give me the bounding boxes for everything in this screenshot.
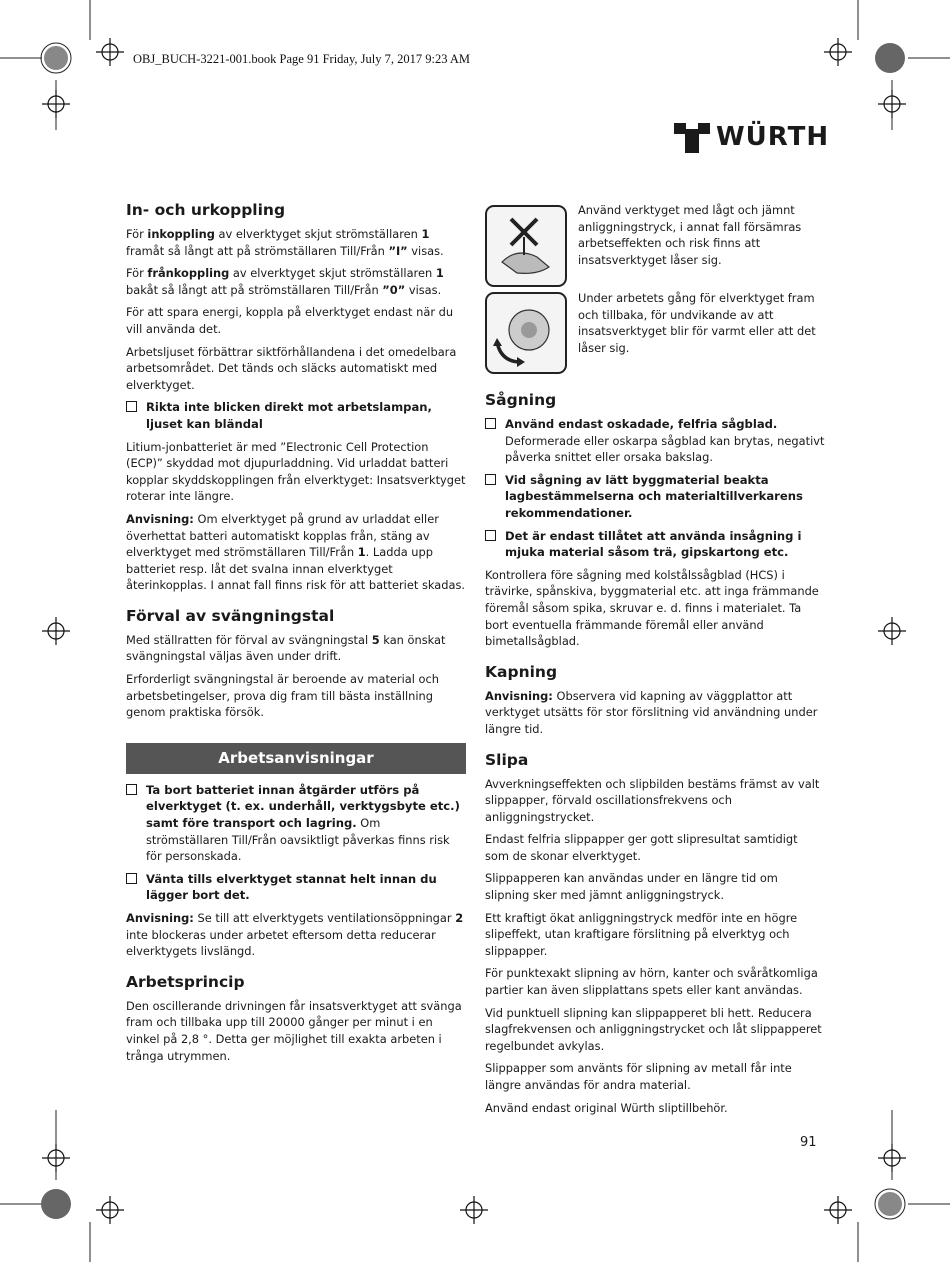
- page-number: 91: [800, 1135, 817, 1150]
- checkbox-icon: [485, 418, 496, 429]
- section-title: Förval av svängningstal: [126, 606, 335, 625]
- note-text: Under arbetets gång för elverktyget fram och tillbaka, för undvikande av att insatsverktyget blir för varmt eller att det låser sig.: [578, 291, 816, 355]
- print-header: OBJ_BUCH-3221-001.book Page 91 Friday, July 7, 2017 9:23 AM: [133, 52, 471, 66]
- paragraph: Anvisning: Om elverktyget på grund av urladdat eller överhettat batteri automatiskt kopplas från, stäng av elverktyget med strömställaren Till/Från 1. Ladda upp batteriet resp. låt det svalna innan elverktyget återinkopplas. I annat fall finns risk för att batteriet skadas.: [126, 511, 466, 593]
- left-column: [126, 200, 466, 1070]
- paragraph: Anvisning: Se till att elverktygets ventilationsöppningar 2 inte blockeras under arbetet eftersom detta reducerar elverktygets livslängd.: [126, 911, 464, 959]
- note-row: [485, 292, 825, 390]
- paragraph: Vid punktuell slipning kan slippapperet bli hett. Reducera slagfrekvensen och anliggningstrycket och låt slippapperet regelbundet avkylas.: [485, 1005, 822, 1053]
- logo-text: WÜRTH: [716, 122, 830, 152]
- warning-item: Ta bort batteriet innan åtgärder utförs på elverktyget (t. ex. underhåll, verktygsbyte etc.) samt före transport och lagring. Om strömställaren Till/Från oavsiktligt påverkas finns risk för personskada.: [126, 782, 466, 865]
- paragraph: Endast felfria slippapper ger gott slipresultat samtidigt som de skonar elverktyget.: [485, 832, 798, 863]
- paragraph: Anvisning: Observera vid kapning av väggplattor att verktyget utsätts för stor förslitning vid användning under längre tid.: [485, 688, 818, 736]
- paragraph: För punktexakt slipning av hörn, kanter och svåråtkomliga partier kan även slipplattans spets eller kant användas.: [485, 966, 818, 998]
- paragraph: För frånkoppling av elverktyget skjut strömställaren 1 bakåt så långt att på strömställaren Till/Från ”0” visas.: [126, 266, 444, 297]
- checkbox-icon: [126, 873, 137, 884]
- paragraph: Avverkningseffekten och slipbilden bestäms främst av valt slippapper, förvald oscillationsfrekvens och anliggningstrycket.: [485, 776, 820, 824]
- section-title: Arbetsprincip: [126, 972, 245, 991]
- paragraph: Ett kraftigt ökat anliggningstryck medför inte en högre slipeffekt, utan kraftigare förslitning på elverktyg och slippapper.: [485, 910, 798, 958]
- wurth-logo: [672, 120, 828, 156]
- note-row: [485, 202, 825, 292]
- checkbox-icon: [485, 474, 496, 485]
- paragraph: Slippapperen kan användas under en längre tid om slipning sker med jämnt anliggningstryck.: [485, 871, 778, 903]
- section-title: Kapning: [485, 662, 558, 681]
- warning-item: Vid sågning av lätt byggmaterial beakta lagbestämmelserna och materialtillverkarens rekommendationer.: [485, 472, 825, 522]
- section-title: Slipa: [485, 750, 529, 769]
- checkbox-icon: [485, 530, 496, 541]
- warning-item: Rikta inte blicken direkt mot arbetslampan, ljuset kan bländal: [126, 399, 466, 432]
- checkbox-icon: [126, 401, 137, 412]
- paragraph: Erforderligt svängningstal är beroende av material och arbetsbetingelser, prova dig fram till bästa inställning genom praktiska försök.: [126, 672, 439, 720]
- section-title: Sågning: [485, 391, 557, 409]
- paragraph: För inkoppling av elverktyget skjut strömställaren 1 framåt så långt att på strömställaren Till/Från ”I” visas.: [126, 227, 444, 258]
- warning-item: Använd endast oskadade, felfria sågblad. Deformerade eller oskarpa sågblad kan brytas, negativt påverka snittet eller orsaka bakslag.: [485, 416, 825, 466]
- paragraph: För att spara energi, koppla på elverktyget endast när du vill använda det.: [126, 305, 454, 336]
- section-title: In- och urkoppling: [126, 201, 286, 219]
- paragraph: Den oscillerande drivningen får insatsverktyget att svänga fram och tillbaka upp till 20000 gånger per minut i en vinkel på 2,8 °. Detta ger möjlighet till exakta arbeten i trånga utrymmen.: [126, 998, 462, 1063]
- warning-item: Vänta tills elverktyget stannat helt innan du lägger bort det.: [126, 871, 466, 904]
- paragraph: Arbetsljuset förbättrar siktförhållandena i det omedelbara arbetsområdet. Det tänds och släcks automatiskt med elverktyget.: [126, 344, 457, 392]
- move-back-forth-icon: [485, 292, 567, 374]
- checkbox-icon: [126, 784, 137, 795]
- note-text: Använd verktyget med lågt och jämnt anliggningstryck, i annat fall försämras arbetseffekten och risk finns att insatsverktyget låser sig.: [578, 203, 802, 267]
- paragraph: Med ställratten för förval av svängningstal 5 kan önskat svängningstal väljas även under drift.: [126, 632, 446, 664]
- section-banner: Arbetsanvisningar: [126, 743, 466, 774]
- low-pressure-icon: [485, 205, 567, 287]
- paragraph: Litium-jonbatteriet är med ”Electronic Cell Protection (ECP)” skyddad mot djupurladdning. Vid urladdat batteri kopplar skyddskopplingen från elverktyget: Insatsverktyget roterar inte längre.: [126, 439, 466, 504]
- warning-item: Det är endast tillåtet att använda insågning i mjuka material såsom trä, gipskartong etc.: [485, 528, 825, 561]
- paragraph: Använd endast original Würth sliptillbehör.: [485, 1100, 728, 1115]
- paragraph: Kontrollera före sågning med kolstålssågblad (HCS) i trävirke, spånskiva, byggmaterial etc. att inga främmande föremål såsom spika, skruvar e. d. finns i materialet. Ta bort eventuella främmande föremål eller använd bimetallsågblad.: [485, 567, 819, 649]
- right-column: [485, 202, 825, 1122]
- paragraph: Slippapper som använts för slipning av metall får inte längre användas för andra material.: [485, 1061, 792, 1092]
